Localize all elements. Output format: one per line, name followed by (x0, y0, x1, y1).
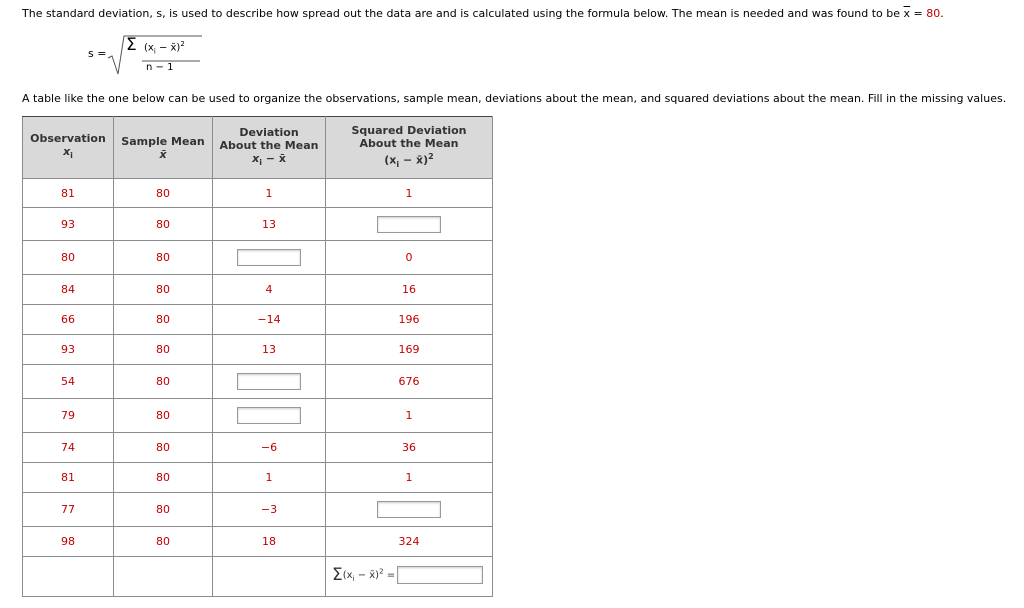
sum-row (23, 557, 493, 597)
sample-mean-cell: 80 (114, 433, 213, 463)
deviation-cell: −3 (213, 493, 326, 527)
observation-cell: 84 (23, 275, 114, 305)
squared-deviation-cell-input-cell (326, 493, 493, 527)
sample-mean-cell: 80 (114, 365, 213, 399)
deviation-cell-input-cell (213, 241, 326, 275)
table-row (23, 527, 493, 557)
observation-cell: 93 (23, 208, 114, 241)
sample-mean-cell: 80 (114, 208, 213, 241)
deviation-cell: 1 (213, 463, 326, 493)
table-row (23, 433, 493, 463)
empty-cell (23, 557, 114, 597)
squared-deviation-input[interactable] (377, 501, 441, 518)
sample-mean-cell: 80 (114, 305, 213, 335)
table-row (23, 305, 493, 335)
deviation-cell: 13 (213, 335, 326, 365)
table-row (23, 365, 493, 399)
table-row (23, 399, 493, 433)
sigma-symbol: Σ (126, 35, 137, 55)
sample-mean-cell: 80 (114, 179, 213, 208)
deviation-cell: 1 (213, 179, 326, 208)
header-squared-deviation: Squared Deviation About the Mean ($x_i$ − x̄)$^2$ (326, 117, 493, 179)
squared-deviation-cell: 324 (326, 527, 493, 557)
table-row (23, 275, 493, 305)
squared-deviation-cell-input-cell (326, 208, 493, 241)
deviation-cell: 4 (213, 275, 326, 305)
deviation-table (22, 116, 493, 597)
header-observation: Observation $x_i$ (23, 117, 114, 179)
sample-mean-cell: 80 (114, 399, 213, 433)
sum-input[interactable] (397, 566, 483, 584)
table-row (23, 493, 493, 527)
empty-cell (213, 557, 326, 597)
table-row (23, 241, 493, 275)
formula-numerator: ($x_i$ − x̄)$^2$ (144, 40, 185, 56)
sample-mean-cell: 80 (114, 493, 213, 527)
instructions-text: A table like the one below can be used to organize the observations, sample mean, deviations about the mean, and squared deviations about the mean. Fill in the missing values. (22, 92, 1007, 105)
observation-cell: 81 (23, 463, 114, 493)
sigma-symbol: Σ (332, 565, 343, 585)
observation-cell: 98 (23, 527, 114, 557)
sample-mean-cell: 80 (114, 463, 213, 493)
header-sample-mean: Sample Mean x̄ (114, 117, 213, 179)
table-header-row (23, 117, 493, 179)
deviation-input[interactable] (237, 249, 301, 266)
deviation-input[interactable] (237, 407, 301, 424)
std-dev-formula (88, 34, 218, 84)
table-row (23, 179, 493, 208)
squared-deviation-cell: 169 (326, 335, 493, 365)
table-row (23, 208, 493, 241)
intro-text: The standard deviation, s, is used to describe how spread out the data are and is calculated using the formula below. The mean is needed and was found to be $\overline{x} = 80$. (22, 7, 944, 20)
squared-deviation-cell: 1 (326, 399, 493, 433)
deviation-input[interactable] (237, 373, 301, 390)
observation-cell: 79 (23, 399, 114, 433)
deviation-cell-input-cell (213, 365, 326, 399)
sample-mean-cell: 80 (114, 335, 213, 365)
sum-cell (326, 557, 493, 597)
formula-lhs: s = (88, 47, 107, 60)
squared-deviation-cell: 36 (326, 433, 493, 463)
observation-cell: 54 (23, 365, 114, 399)
squared-deviation-cell: 0 (326, 241, 493, 275)
squared-deviation-cell: 1 (326, 463, 493, 493)
deviation-cell: −6 (213, 433, 326, 463)
observation-cell: 80 (23, 241, 114, 275)
formula-denominator: n − 1 (146, 62, 174, 73)
observation-cell: 93 (23, 335, 114, 365)
table-row (23, 335, 493, 365)
squared-deviation-cell: 16 (326, 275, 493, 305)
deviation-cell-input-cell (213, 399, 326, 433)
deviation-cell: −14 (213, 305, 326, 335)
deviation-cell: 13 (213, 208, 326, 241)
sample-mean-cell: 80 (114, 527, 213, 557)
observation-cell: 81 (23, 179, 114, 208)
sample-mean-cell: 80 (114, 275, 213, 305)
empty-cell (114, 557, 213, 597)
squared-deviation-cell: 1 (326, 179, 493, 208)
table-row (23, 463, 493, 493)
squared-deviation-input[interactable] (377, 216, 441, 233)
observation-cell: 74 (23, 433, 114, 463)
header-deviation: Deviation About the Mean $x_i$ − x̄ (213, 117, 326, 179)
squared-deviation-cell: 676 (326, 365, 493, 399)
deviation-cell: 18 (213, 527, 326, 557)
observation-cell: 66 (23, 305, 114, 335)
sum-label: $\Sigma(x_i$ − x̄)$^2$ = (332, 565, 483, 585)
sample-mean-cell: 80 (114, 241, 213, 275)
mean-symbol: $\overline{x}$ (903, 7, 911, 20)
observation-cell: 77 (23, 493, 114, 527)
squared-deviation-cell: 196 (326, 305, 493, 335)
mean-value: 80 (926, 7, 941, 20)
